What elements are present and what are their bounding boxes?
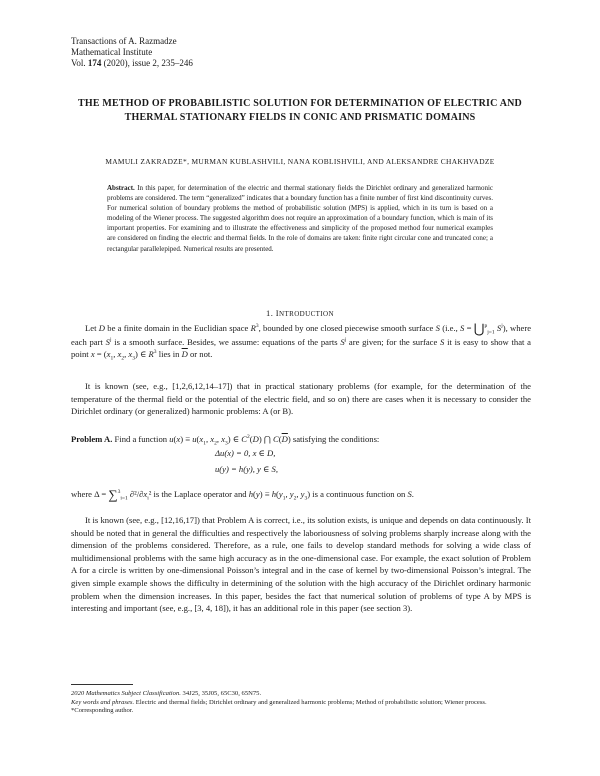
journal-header <box>71 36 193 69</box>
journal-name-line1: Transactions of A. Razmadze <box>71 36 177 46</box>
problem-a-label: Problem A. <box>71 434 113 444</box>
equation-boundary: u(y) = h(y), y ∈ S, <box>215 464 278 474</box>
abstract-label: Abstract. <box>107 184 135 192</box>
footnote-keywords: Key words and phrases. Electric and thermal fields; Dirichlet ordinary and generalized harmonic problems; Method of probabilistic solution; Wiener process. <box>71 698 487 706</box>
footnote-msc: 2020 Mathematics Subject Classification. 34J25, 35J05, 65C30, 65N75. <box>71 690 262 697</box>
abstract-text: In this paper, for determination of the electric and thermal stationary fields the Dirichlet ordinary and generalized harmonic problems are considered. The term “generalized” indicates that a boundary function has a finite number of first kind discontinuity curves. For numerical solution of boundary problems the method of probabilistic solution (MPS) is applied, which in its turn is based on a modeling of the Wiener process. The suggested algorithm does not require an approximation of a boundary function, which is main of its important properties. For examining and to illustrate the effectiveness and simplicity of the proposed method four numerical examples are considered on finding the electric and thermal fields. In the role of domains are taken: finite right circular cone and truncated cone; a rectangular parallelepiped. Numerical results are presented. <box>107 184 494 253</box>
footnote-corresponding: *Corresponding author. <box>71 707 134 715</box>
laplace-definition: where Δ = ∑$^3_{i=1}$ $\partial^2/\partial x_i^2$ is the Laplace operator and $h(y) \equiv h(y_1$, $y_2$, $y_3$) is a continuous function on S. <box>71 487 414 502</box>
problem-a-statement: Problem A. Find a function $u(x) \equiv u(x_1$, $x_2$, $x_3$) ∈ $C^2(D)$ ⋂ $C(\overline{D})$ satisfying the conditions: <box>71 434 380 447</box>
intro-paragraph-1: Let D be a finite domain in the Euclidian space $R^3$, bounded by one closed piecewise smooth surface S (i.e., S = ⋃$^p_{j=1}$ $S^j$), where each part $S^j$ is a smooth surface. Besides, we assume: equations of the parts $S^j$ are given; for the surface S it is easy to show that a point $x = (x_1$, $x_2$, $x_3$) ∈ $R^3$ lies in $\overline{D}$ or not. <box>71 321 532 362</box>
author-list: MAMULI ZAKRADZE*, MURMAN KUBLASHVILI, NANA KOBLISHVILI, AND ALEKSANDRE CHAKHVADZE <box>105 157 495 166</box>
footnotes <box>71 690 531 716</box>
paper-title: THE METHOD OF PROBABILISTIC SOLUTION FOR DETERMINATION OF ELECTRIC AND THERMAL STATIONARY FIELDS IN CONIC AND PRISMATIC DOMAINS <box>78 98 522 123</box>
intro-paragraph-2: It is known (see, e.g., [1,2,6,12,14–17]) that in practical stationary problems (for example, for the determination of the temperature of the thermal field or the potential of the electric field, and so on) there are cases when it is necessary to consider the Dirichlet ordinary (or generalized) harmonic problems: A (or B). <box>71 381 531 417</box>
journal-volume: Vol. 174 (2020), issue 2, 235–246 <box>71 58 193 68</box>
equation-laplace: Δu(x) = 0, x ∈ D, <box>215 448 276 458</box>
footnote-divider <box>71 684 133 685</box>
section-heading: 1. INTRODUCTION <box>266 308 334 318</box>
intro-paragraph-3: It is known (see, e.g., [12,16,17]) that Problem A is correct, i.e., its solution exists, is unique and depends on data continuously. It should be noted that in general the difficulties and respectively the laboriousness of solving problems sharply increase along with the dimension of the problems considered. Therefore, as a rule, one fails to develop standard methods for solving a wide class of multidimensional problems with the same high accuracy as in the one-dimensional case. For example, the exact solution of Problem A for a circle is written by one-dimensional Poisson’s integral and in the case of kernel by two-dimensional Poisson’s integral. The given simple example shows the difficulty in determining of the solution with the high accuracy of the Dirichlet ordinary harmonic problem when the dimension increases. In this paper, besides the fact that numerical solution of problems of type A by MPS is interesting and important (see, e.g., [3, 4, 18]), it has an additional role in this paper (see section 3). <box>71 515 531 614</box>
abstract <box>107 183 493 254</box>
journal-name-line2: Mathematical Institute <box>71 47 153 57</box>
